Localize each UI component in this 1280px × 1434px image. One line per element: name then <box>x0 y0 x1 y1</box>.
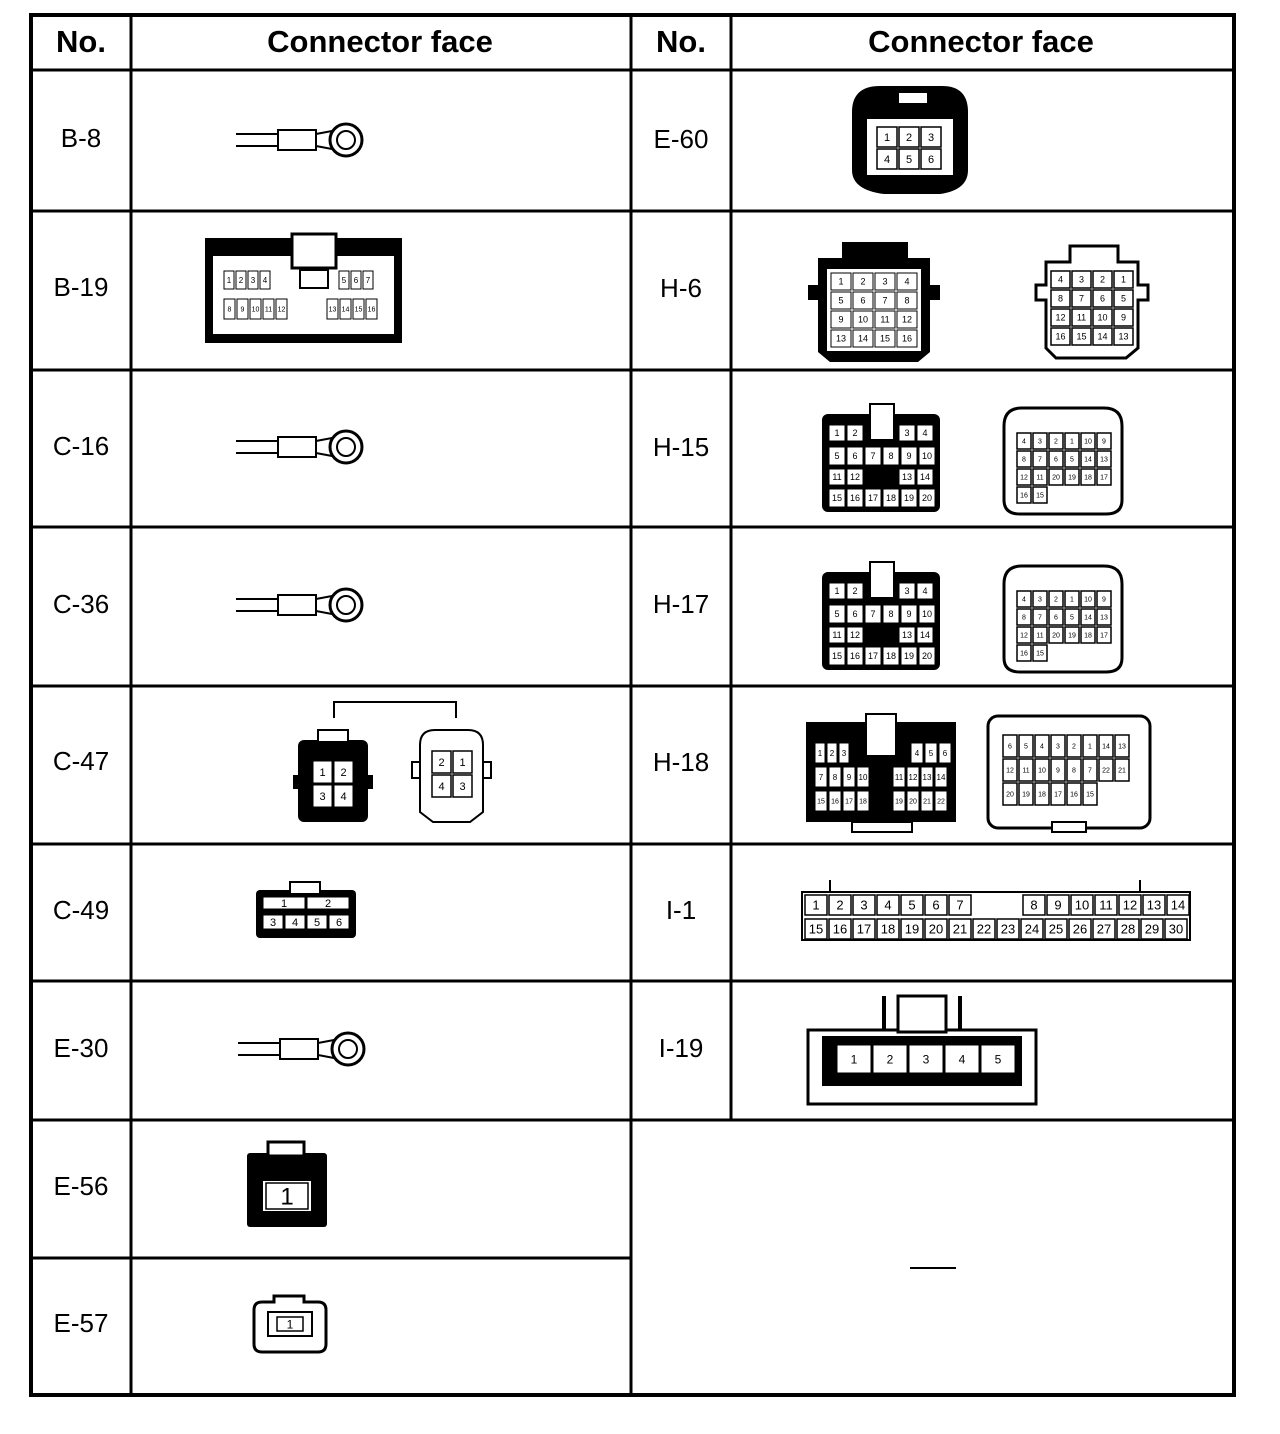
pin-label-i19: 3 <box>922 1052 930 1067</box>
pin-label-h15: 4 <box>1022 438 1026 446</box>
pin-label-h6: 11 <box>1076 312 1087 323</box>
connector-code-h18: H-18 <box>652 747 710 777</box>
connector-code-b19: B-19 <box>53 272 109 302</box>
connector-face-c49 <box>256 882 356 938</box>
pin-label-h18: 9 <box>1056 767 1060 775</box>
connector-face-e56 <box>247 1142 327 1227</box>
connector-code-c16: C-16 <box>52 431 110 461</box>
pin-label-h15: 6 <box>1054 456 1058 464</box>
pin-label-h17: 8 <box>888 609 894 620</box>
pin-label-i19: 5 <box>994 1052 1002 1067</box>
pin-label-b19: 5 <box>341 275 347 285</box>
pin-label-h6: 13 <box>1118 331 1129 342</box>
pin-label-h18: 13 <box>1118 743 1126 751</box>
pin-label-h18: 20 <box>1006 791 1014 799</box>
pin-label-h17: 18 <box>885 651 897 662</box>
pin-label-b19: 3 <box>250 275 256 285</box>
pin-label-h6: 14 <box>1097 331 1108 342</box>
pin-label-h15: 1 <box>1070 438 1074 446</box>
pin-label-h18: 12 <box>1006 767 1014 775</box>
connector-face-b19 <box>205 234 402 343</box>
connector-face-i19 <box>808 996 1036 1104</box>
pin-label-h15: 15 <box>1036 492 1044 500</box>
pin-label-i1: 3 <box>860 897 868 913</box>
header-no-left: No. <box>56 24 106 59</box>
pin-label-c49: 2 <box>324 897 332 910</box>
pin-label-i1: 1 <box>812 897 820 913</box>
pin-label-h15: 5 <box>834 451 840 462</box>
pin-label-h18: 11 <box>1022 767 1030 775</box>
pin-label-h17: 3 <box>904 586 910 597</box>
pin-label-c47: 3 <box>459 780 466 793</box>
connector-code-e30: E-30 <box>53 1033 109 1063</box>
pin-label-c47: 1 <box>319 766 326 779</box>
connector-code-h6: H-6 <box>660 273 702 303</box>
pin-label-i1: 6 <box>932 897 940 913</box>
pin-label-h6: 9 <box>838 314 844 325</box>
pin-label-h17: 12 <box>1020 632 1028 640</box>
pin-label-h17: 17 <box>1100 632 1108 640</box>
pin-label-h15: 18 <box>885 493 897 504</box>
pin-label-c47: 2 <box>340 766 347 779</box>
pin-label-h15: 2 <box>852 428 858 439</box>
pin-label-h17: 17 <box>867 651 879 662</box>
pin-label-i1: 16 <box>832 921 848 937</box>
connector-face-c47 <box>293 702 491 822</box>
pin-label-i1: 13 <box>1146 897 1162 913</box>
pin-label-i1: 28 <box>1120 921 1136 937</box>
pin-label-i1: 9 <box>1054 897 1062 913</box>
pin-label-i1: 11 <box>1099 897 1113 913</box>
pin-label-h15: 14 <box>1084 456 1092 464</box>
pin-label-i1: 25 <box>1048 921 1064 937</box>
pin-label-h17: 9 <box>1102 596 1106 604</box>
pin-label-h18: 17 <box>845 798 853 806</box>
pin-label-h15: 6 <box>852 451 858 462</box>
pin-group-i19 <box>837 1045 1015 1073</box>
connector-code-h15: H-15 <box>652 432 710 462</box>
pin-label-h17: 7 <box>870 609 876 620</box>
ring-terminal-icon-c36 <box>236 589 362 621</box>
pin-label-b19: 6 <box>353 275 359 285</box>
connector-code-c47: C-47 <box>52 746 110 776</box>
connector-code-c49: C-49 <box>52 895 110 925</box>
connector-face-i1 <box>802 880 1190 940</box>
pin-label-h15: 10 <box>1084 438 1092 446</box>
pin-label-h18: 21 <box>1118 767 1126 775</box>
pin-label-h15: 12 <box>1020 474 1028 482</box>
ring-terminal-icon-e30 <box>238 1033 364 1065</box>
connector-face-e60 <box>852 86 968 194</box>
pin-label-h17: 6 <box>1054 614 1058 622</box>
pin-label-i1: 8 <box>1030 897 1038 913</box>
pin-label-h6: 3 <box>1078 274 1085 285</box>
pin-label-h6: 2 <box>1099 274 1106 285</box>
pin-label-h18: 22 <box>1102 767 1110 775</box>
connector-face-h15 <box>822 404 1122 514</box>
pin-label-h6: 3 <box>882 276 888 287</box>
pin-label-h18: 1 <box>1088 743 1092 751</box>
connector-code-e56: E-56 <box>53 1171 109 1201</box>
pin-label-h18: 10 <box>858 772 868 782</box>
pin-label-h6: 10 <box>857 314 869 325</box>
pin-label-i1: 27 <box>1096 921 1112 937</box>
pin-label-e56: 1 <box>280 1183 294 1211</box>
pin-label-h18: 14 <box>1102 743 1110 751</box>
pin-label-h18: 11 <box>894 772 904 782</box>
pin-label-h6: 5 <box>1120 293 1127 304</box>
pin-label-h17: 11 <box>1036 632 1044 640</box>
pin-label-h6: 7 <box>1078 293 1085 304</box>
pin-label-h15: 2 <box>1054 438 1058 446</box>
pin-label-h15: 4 <box>922 428 928 439</box>
pin-label-h18: 22 <box>937 798 945 806</box>
pin-label-h15: 1 <box>834 428 840 439</box>
pin-label-b19: 1 <box>226 275 232 285</box>
pin-label-h15: 16 <box>849 493 861 504</box>
pin-label-h18: 7 <box>1088 767 1092 775</box>
pin-label-c47: 2 <box>438 756 445 769</box>
pin-label-h15: 15 <box>831 493 843 504</box>
pin-label-h18: 15 <box>817 798 825 806</box>
connector-code-e60: E-60 <box>653 124 709 154</box>
pin-label-h17: 11 <box>832 630 842 641</box>
pin-label-h18: 4 <box>914 748 920 758</box>
pin-label-h17: 20 <box>921 651 933 662</box>
pin-label-h17: 19 <box>903 651 915 662</box>
pin-label-h18: 13 <box>922 772 932 782</box>
pin-label-h6: 13 <box>835 333 847 344</box>
pin-label-h6: 12 <box>1055 312 1066 323</box>
pin-label-b19: 9 <box>240 306 245 314</box>
pin-label-i1: 20 <box>928 921 944 937</box>
pin-label-i1: 29 <box>1144 921 1160 937</box>
pin-label-h17: 1 <box>834 586 840 597</box>
connector-face-h17 <box>822 562 1122 672</box>
pin-label-h6: 15 <box>879 333 891 344</box>
pin-label-h15: 19 <box>903 493 915 504</box>
pin-label-i1: 17 <box>856 921 872 937</box>
pin-label-h15: 3 <box>904 428 910 439</box>
pin-label-h18: 17 <box>1054 791 1062 799</box>
pin-label-h6: 6 <box>860 295 866 306</box>
connector-code-h17: H-17 <box>652 589 710 619</box>
pin-label-h17: 3 <box>1038 596 1042 604</box>
pin-label-e60: 3 <box>927 131 935 144</box>
pin-label-c49: 3 <box>269 916 277 929</box>
pin-label-h6: 8 <box>904 295 910 306</box>
pin-label-e57: 1 <box>286 1317 294 1332</box>
pin-label-h18: 16 <box>831 798 839 806</box>
pin-label-h18: 2 <box>829 748 835 758</box>
pin-label-i1: 19 <box>904 921 920 937</box>
pin-label-e60: 4 <box>883 153 891 166</box>
pin-label-h18: 5 <box>1024 743 1028 751</box>
pin-label-h15: 11 <box>832 472 842 483</box>
pin-label-h17: 7 <box>1038 614 1042 622</box>
pin-label-h17: 5 <box>1070 614 1074 622</box>
header-connector-face-right: Connector face <box>868 24 1094 59</box>
pin-label-e60: 6 <box>927 153 935 166</box>
pin-label-h18: 8 <box>1072 767 1076 775</box>
pin-label-h6: 11 <box>880 314 890 325</box>
pin-label-i1: 23 <box>1000 921 1016 937</box>
pin-label-b19: 15 <box>354 306 363 314</box>
pin-label-i1: 2 <box>836 897 844 913</box>
pin-label-h15: 12 <box>849 472 861 483</box>
pin-label-c49: 6 <box>335 916 343 929</box>
pin-group-e56 <box>266 1183 308 1211</box>
connector-face-h18 <box>806 714 1150 832</box>
connector-code-c36: C-36 <box>52 589 110 619</box>
ring-terminal-icon-b8 <box>236 124 362 156</box>
pin-label-h18: 20 <box>909 798 917 806</box>
pin-label-b19: 12 <box>277 306 286 314</box>
pin-label-i19: 4 <box>958 1052 966 1067</box>
pin-label-h6: 14 <box>857 333 869 344</box>
pin-label-h18: 19 <box>1022 791 1030 799</box>
pin-label-i1: 26 <box>1072 921 1088 937</box>
pin-label-h17: 12 <box>849 630 861 641</box>
pin-label-b19: 8 <box>227 306 232 314</box>
pin-label-h17: 20 <box>1052 632 1060 640</box>
pin-label-h17: 5 <box>834 609 840 620</box>
pin-label-h15: 17 <box>867 493 879 504</box>
pin-label-h17: 1 <box>1070 596 1074 604</box>
pin-label-c49: 5 <box>313 916 321 929</box>
pin-label-h17: 4 <box>922 586 928 597</box>
header-connector-face-left: Connector face <box>267 24 493 59</box>
pin-label-c47: 4 <box>438 780 445 793</box>
pin-label-b19: 11 <box>264 306 273 314</box>
pin-label-c47: 3 <box>319 790 326 803</box>
pin-label-c47: 1 <box>459 756 466 769</box>
pin-label-h15: 17 <box>1100 474 1108 482</box>
pin-label-h15: 16 <box>1020 492 1028 500</box>
pin-label-h18: 12 <box>908 772 918 782</box>
pin-label-h18: 21 <box>923 798 931 806</box>
pin-label-h6: 8 <box>1057 293 1064 304</box>
pin-label-c49: 1 <box>280 897 288 910</box>
pin-group-e57 <box>277 1317 303 1331</box>
pin-label-h17: 13 <box>1100 614 1108 622</box>
pin-label-h17: 8 <box>1022 614 1026 622</box>
pin-label-b19: 2 <box>238 275 244 285</box>
pin-label-i1: 21 <box>952 921 968 937</box>
pin-label-h6: 7 <box>882 295 888 306</box>
pin-label-h18: 19 <box>895 798 903 806</box>
pin-label-h18: 2 <box>1072 743 1076 751</box>
pin-label-h18: 15 <box>1086 791 1094 799</box>
connector-code-i19: I-19 <box>658 1033 704 1063</box>
pin-label-i1: 14 <box>1170 897 1186 913</box>
pin-label-h6: 4 <box>1057 274 1064 285</box>
pin-label-h15: 8 <box>888 451 894 462</box>
pin-label-i1: 22 <box>976 921 992 937</box>
pin-label-h15: 10 <box>921 451 933 462</box>
pin-label-h18: 16 <box>1070 791 1078 799</box>
ring-terminal-icon-c16 <box>236 431 362 463</box>
pin-label-h17: 10 <box>921 609 933 620</box>
pin-label-h15: 9 <box>1102 438 1106 446</box>
pin-label-h18: 5 <box>928 748 934 758</box>
pin-label-h17: 16 <box>849 651 861 662</box>
pin-label-h6: 5 <box>838 295 844 306</box>
pin-label-h17: 10 <box>1084 596 1092 604</box>
pin-label-i1: 12 <box>1122 897 1138 913</box>
pin-label-h15: 18 <box>1084 474 1092 482</box>
pin-label-h6: 15 <box>1076 331 1087 342</box>
pin-label-h17: 18 <box>1084 632 1092 640</box>
pin-label-h15: 11 <box>1036 474 1044 482</box>
pin-label-h17: 2 <box>1054 596 1058 604</box>
pin-label-h17: 16 <box>1020 650 1028 658</box>
pin-label-h15: 13 <box>1100 456 1108 464</box>
pin-label-h6: 1 <box>1120 274 1127 285</box>
pin-label-h17: 19 <box>1068 632 1076 640</box>
pin-label-h18: 1 <box>817 748 823 758</box>
pin-label-e60: 5 <box>905 153 913 166</box>
pin-label-h18: 18 <box>1038 791 1046 799</box>
connector-code-e57: E-57 <box>53 1308 109 1338</box>
pin-label-h17: 4 <box>1022 596 1026 604</box>
pin-label-h6: 4 <box>904 276 910 287</box>
pin-label-h6: 16 <box>1055 331 1066 342</box>
pin-label-h6: 2 <box>860 276 866 287</box>
pin-label-h15: 7 <box>1038 456 1042 464</box>
table-grid <box>31 15 1234 1395</box>
pin-label-i1: 30 <box>1168 921 1184 937</box>
pin-label-h6: 16 <box>901 333 913 344</box>
pin-label-h15: 14 <box>919 472 931 483</box>
pin-label-h17: 14 <box>919 630 931 641</box>
pin-label-h18: 6 <box>1008 743 1012 751</box>
pin-label-b19: 16 <box>367 306 376 314</box>
pin-label-i19: 1 <box>850 1052 858 1067</box>
header-no-right: No. <box>656 24 706 59</box>
pin-label-h6: 6 <box>1099 293 1106 304</box>
pin-label-h18: 9 <box>846 772 852 782</box>
pin-label-i1: 10 <box>1074 897 1090 913</box>
pin-label-c49: 4 <box>291 916 299 929</box>
pin-label-i1: 18 <box>880 921 896 937</box>
pin-label-b19: 13 <box>328 306 337 314</box>
pin-label-e60: 1 <box>883 131 891 144</box>
pin-label-h6: 9 <box>1120 312 1127 323</box>
pin-label-b19: 4 <box>262 275 268 285</box>
pin-label-h15: 9 <box>906 451 912 462</box>
pin-label-i19: 2 <box>886 1052 894 1067</box>
pin-label-b19: 10 <box>251 306 260 314</box>
pin-label-h18: 18 <box>859 798 867 806</box>
pin-label-i1: 15 <box>808 921 824 937</box>
pin-label-h15: 7 <box>870 451 876 462</box>
pin-label-h15: 5 <box>1070 456 1074 464</box>
pin-label-h18: 10 <box>1038 767 1046 775</box>
pin-label-h15: 20 <box>921 493 933 504</box>
pin-label-h17: 13 <box>901 630 913 641</box>
pin-label-h15: 13 <box>901 472 913 483</box>
pin-label-h15: 8 <box>1022 456 1026 464</box>
pin-label-h15: 3 <box>1038 438 1042 446</box>
connector-face-h6 <box>808 242 1148 362</box>
pin-label-e60: 2 <box>905 131 913 144</box>
pin-label-i1: 7 <box>956 897 964 913</box>
pin-label-c47: 4 <box>340 790 347 803</box>
pin-label-h17: 2 <box>852 586 858 597</box>
pin-label-i1: 5 <box>908 897 916 913</box>
pin-label-h18: 3 <box>1056 743 1060 751</box>
pin-label-h18: 6 <box>942 748 948 758</box>
pin-label-b19: 7 <box>365 275 371 285</box>
pin-label-h18: 7 <box>818 772 824 782</box>
pin-label-h18: 3 <box>841 748 847 758</box>
pin-label-h15: 20 <box>1052 474 1060 482</box>
pin-label-h18: 8 <box>832 772 838 782</box>
pin-label-i1: 4 <box>884 897 892 913</box>
connector-code-i1: I-1 <box>665 895 697 925</box>
pin-label-h18: 4 <box>1040 743 1044 751</box>
pin-label-h17: 9 <box>906 609 912 620</box>
pin-label-h17: 15 <box>831 651 843 662</box>
pin-label-h6: 12 <box>901 314 913 325</box>
pin-label-h18: 14 <box>936 772 946 782</box>
connector-code-b8: B-8 <box>60 123 102 153</box>
pin-label-h15: 19 <box>1068 474 1076 482</box>
pin-label-h17: 15 <box>1036 650 1044 658</box>
pin-label-b19: 14 <box>341 306 350 314</box>
pin-label-h6: 10 <box>1097 312 1108 323</box>
pin-label-h6: 1 <box>838 276 844 287</box>
connector-face-e57 <box>254 1296 326 1352</box>
pin-label-i1: 24 <box>1024 921 1040 937</box>
pin-label-h17: 6 <box>852 609 858 620</box>
pin-label-h17: 14 <box>1084 614 1092 622</box>
